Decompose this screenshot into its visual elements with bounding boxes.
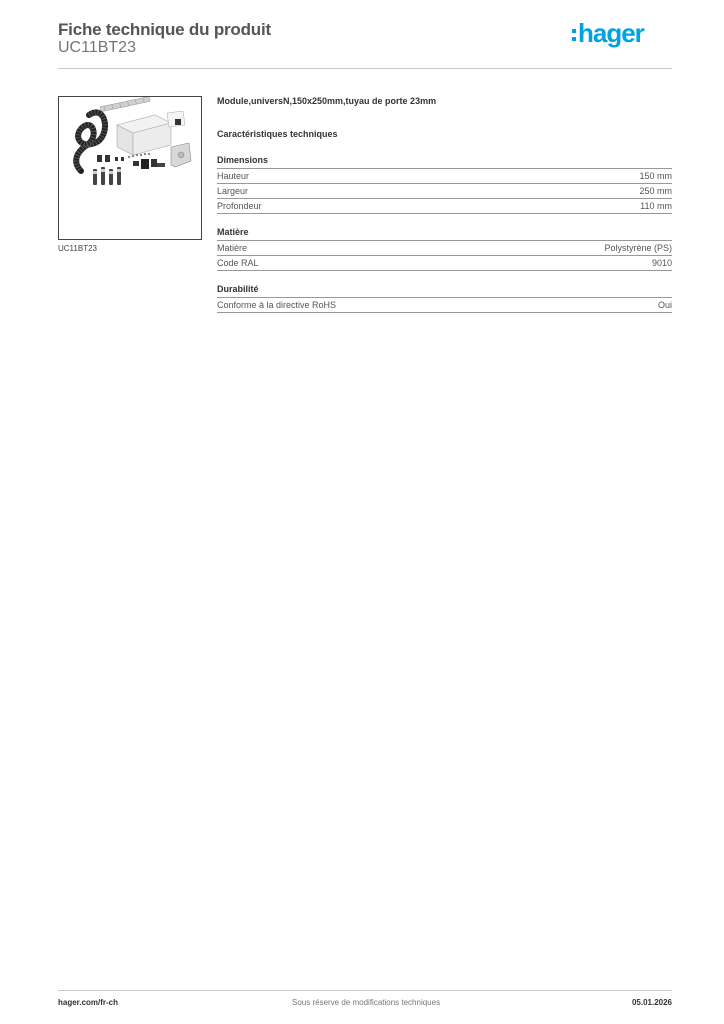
image-caption: UC11BT23	[58, 244, 97, 253]
product-reference: UC11BT23	[58, 39, 136, 56]
product-kit-illustration	[59, 97, 201, 239]
product-image	[58, 96, 202, 240]
spec-label: Matière	[217, 243, 248, 253]
spec-row	[217, 199, 672, 214]
spec-label: Conforme à la directive RoHS	[217, 300, 337, 310]
spec-group-title: Durabilité	[217, 284, 672, 298]
header-divider	[58, 68, 672, 69]
document-title: Fiche technique du produit	[58, 20, 271, 39]
specs-section-title: Caractéristiques techniques	[217, 129, 338, 139]
spec-group-durability	[217, 284, 672, 313]
hager-logo-icon	[572, 20, 672, 50]
page-header	[58, 20, 672, 70]
spec-value: 150 mm	[639, 171, 672, 181]
spec-row	[217, 241, 672, 256]
spec-label: Largeur	[217, 186, 249, 196]
hager-logo	[572, 20, 672, 55]
spec-group-title: Matière	[217, 227, 672, 241]
spec-value: Polystyrène (PS)	[604, 243, 672, 253]
product-description: Module,universN,150x250mm,tuyau de porte 23mm	[217, 96, 437, 106]
spec-value: Oui	[657, 300, 672, 310]
footer-date: 05.01.2026	[631, 998, 672, 1007]
spec-value: 9010	[651, 258, 672, 268]
spec-label: Profondeur	[217, 201, 262, 211]
spec-group-dimensions	[217, 155, 672, 214]
spec-row	[217, 184, 672, 199]
spec-group-title: Dimensions	[217, 155, 672, 169]
logo-text: hager	[578, 20, 644, 48]
footer-disclaimer: Sous réserve de modifications techniques	[292, 998, 441, 1007]
product-content	[217, 96, 672, 313]
spec-value: 250 mm	[639, 186, 672, 196]
footer-divider	[58, 990, 672, 991]
footer-website-link[interactable]: hager.com/fr-ch	[58, 998, 119, 1007]
spec-group-material	[217, 227, 672, 271]
spec-row	[217, 169, 672, 184]
spec-row	[217, 298, 672, 313]
spec-row	[217, 256, 672, 271]
spec-value: 110 mm	[640, 201, 672, 211]
spec-label: Code RAL	[217, 258, 259, 268]
spec-label: Hauteur	[217, 171, 250, 181]
